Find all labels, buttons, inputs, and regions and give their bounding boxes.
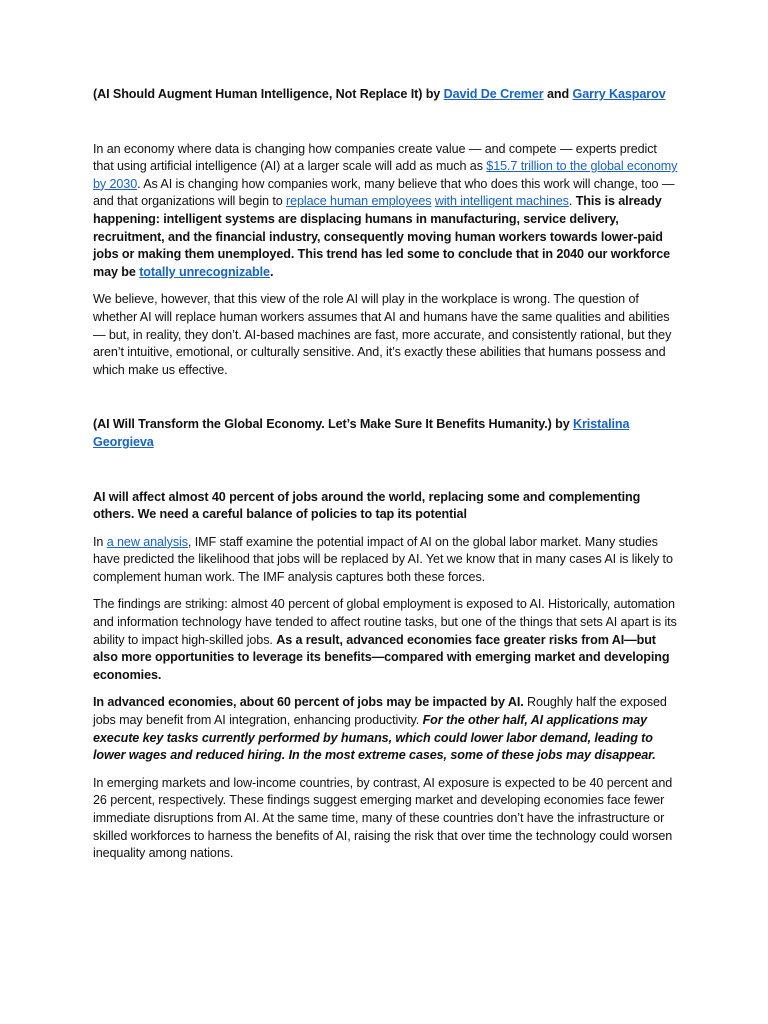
link-15-7-trillion[interactable]: $15.7 trillion to the global economy by 2030 [93, 159, 678, 191]
bold-text: As a result, advanced economies face greater risks from AI—but also more opportunities to leverage its benefits—compared with emerging market and developing economies. [93, 632, 670, 682]
article-1-title: AI Should Augment Human Intelligence, Not Replace It) by [97, 87, 444, 101]
article-2-paragraph-1 [93, 534, 679, 587]
paragraph-text: In an economy where data is changing how companies create value — and compete — experts predict that using artificial intelligence (AI) at a larger scale will add as much as [93, 141, 657, 174]
heading-open-paren: ( [93, 87, 98, 101]
article-1-paragraph-2: We believe, however, that this view of the role AI will play in the workplace is wrong. The question of whether AI will replace human workers assumes that AI and humans have the same qualities and abilities — but, in reality, they don’t. AI-based machines are fast, more accurate, and consistently rational, but they aren’t intuitive, emotional, or culturally sensitive. And, it’s exactly these abilities that humans possess and which make us effective. [93, 292, 672, 377]
heading-and: and [543, 87, 573, 101]
author-link-garry-kasparov[interactable]: Garry Kasparov [572, 87, 666, 101]
paragraph-text: . [568, 194, 576, 209]
bold-text: In advanced economies, about 60 percent of jobs may be impacted by AI. [93, 695, 524, 710]
article-2-heading [93, 416, 679, 451]
link-replace-human-employees[interactable]: replace human employees [286, 194, 432, 209]
paragraph-text: The findings are striking: almost 40 percent of global employment is exposed to AI. Historically, automation and information technology have tended to affect routine tasks, but one of the things that sets AI apart is its ability to impact high-skilled jobs. [93, 597, 677, 647]
article-2-title: (AI Will Transform the Global Economy. Let’s Make Sure It Benefits Humanity.) by [93, 417, 573, 432]
article-2-paragraph-4: In emerging markets and low-income countries, by contrast, AI exposure is expected to be 40 percent and 26 percent, respectively. These findings suggest emerging market and developing economies face fewer immediate disruptions from AI. At the same time, many of these countries don’t have the infrastructure or skilled workforces to harness the benefits of AI, raising the risk that over time the technology could worsen inequality among nations. [93, 775, 673, 861]
paragraph-text: , IMF staff examine the potential impact of AI on the global labor market. Many studies have predicted the likelihood that jobs will be replaced by AI. Yet we know that in many cases AI is likely to complement human work. The IMF analysis captures both these forces. [93, 534, 673, 584]
article-1-paragraph-1 [93, 141, 679, 282]
link-totally-unrecognizable[interactable]: totally unrecognizable [139, 264, 270, 279]
document-page [93, 86, 679, 863]
article-2-paragraph-2 [93, 596, 679, 684]
paragraph-text: Roughly half the exposed jobs may benefit from AI integration, enhancing productivity. [93, 695, 667, 728]
paragraph-text: In [93, 534, 107, 549]
article-1-heading [93, 86, 679, 104]
bold-italic-text: In the most extreme cases, some of these jobs may disappear. [288, 748, 656, 763]
bold-text: This is already happening: intelligent systems are displacing humans in manufacturing, service delivery, recruitment, and the financial industry, consequently moving human workers towards lower-paid jobs or making them unemployed. This trend has led some to conclude that in 2040 our workforce may be [93, 194, 671, 279]
bold-italic-text: For the other half, AI applications may execute key tasks currently performed by humans, which could lower labor demand, leading to lower wages and reduced hiring. [93, 713, 653, 763]
link-with-intelligent-machines[interactable]: with intelligent machines [434, 194, 569, 209]
article-2-subheading: AI will affect almost 40 percent of jobs around the world, replacing some and complementing others. We need a careful balance of policies to tap its potential [93, 489, 641, 522]
author-link-kristalina-georgieva[interactable]: Kristalina Georgieva [93, 417, 630, 449]
author-link-david-de-cremer[interactable]: David De Cremer [443, 87, 544, 101]
bold-text: . [269, 264, 274, 279]
link-a-new-analysis[interactable]: a new analysis [106, 534, 188, 549]
article-2-paragraph-3 [93, 694, 679, 764]
paragraph-text: . As AI is changing how companies work, many believe that who does this work will change, too — and that organizations will begin to [93, 176, 675, 209]
